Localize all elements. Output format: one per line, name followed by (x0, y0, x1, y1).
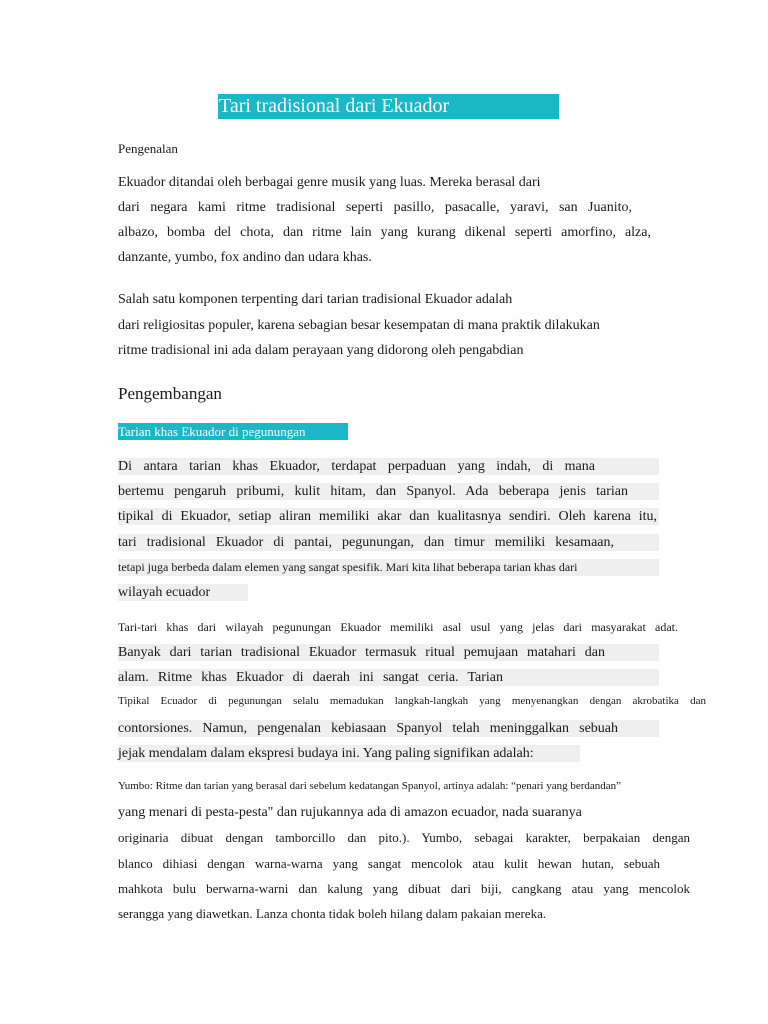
para3-line-3: tipikal di Ekuador, setiap aliran memiliki akar dan kualitasnya sendiri. Oleh karena itu, (118, 509, 657, 524)
para3-line-3-bg (118, 508, 659, 525)
para1-line-2: dari negara kami ritme tradisional seperti pasillo, pasacalle, yaravi, san Juanito, (118, 200, 632, 215)
para2-line-3: ritme tradisional ini ada dalam perayaan yang didorong oleh pengabdian (118, 343, 524, 358)
para1-line-3: albazo, bomba del chota, dan ritme lain yang kurang dikenal seperti amorfino, alza, (118, 225, 651, 240)
para3-line-4: tari tradisional Ekuador di pantai, pegunungan, dan timur memiliki kesamaan, (118, 535, 614, 550)
para3-line-6-bg (118, 584, 248, 601)
para3-line-2-bg (118, 483, 659, 500)
para5-intro: Yumbo: Ritme dan tarian yang berasal dari sebelum kedatangan Spanyol, artinya adalah: “penari yang berdandan” (118, 780, 622, 792)
para4-line-1-bg (118, 644, 659, 661)
para4-line-2: alam. Ritme khas Ekuador di daerah ini sangat ceria. Tarian (118, 670, 503, 685)
para3-line-5: tetapi juga berbeda dalam elemen yang sangat spesifik. Mari kita lihat beberapa tarian khas dari (118, 560, 578, 574)
document-title: Tari tradisional dari Ekuador (218, 94, 559, 119)
para2-line-1: Salah satu komponen terpenting dari tarian tradisional Ekuador adalah (118, 292, 513, 307)
section-heading: Pengembangan (118, 384, 222, 403)
subsection-label: Tarian khas Ekuador di pegunungan (118, 423, 348, 440)
para5-line-3: blanco dihiasi dengan warna-warna yang sangat mencolok atau kulit hewan hutan, sebuah (118, 856, 660, 871)
para4-line-3: Tipikal Ecuador di pegunungan selalu memadukan langkah-langkah yang menyenangkan dengan akrobatika dan (118, 695, 706, 707)
para2-line-2: dari religiositas populer, karena sebagian besar kesempatan di mana praktik dilakukan (118, 318, 600, 333)
para1-line-4: danzante, yumbo, fox andino dan udara khas. (118, 250, 372, 265)
para4-intro: Tari-tari khas dari wilayah pegunungan Ekuador memiliki asal usul yang jelas dari masyarakat adat. (118, 620, 678, 634)
para3-line-4-bg (118, 534, 659, 551)
para5-line-1: yang menari di pesta-pesta" dan rujukannya ada di amazon ecuador, nada suaranya (118, 805, 582, 820)
para1-line-1: Ekuador ditandai oleh berbagai genre musik yang luas. Mereka berasal dari (118, 175, 541, 190)
intro-heading: Pengenalan (118, 141, 178, 156)
para5-line-5: serangga yang diawetkan. Lanza chonta tidak boleh hilang dalam pakaian mereka. (118, 906, 547, 921)
para5-line-2: originaria dibuat dengan tamborcillo dan pito.). Yumbo, sebagai karakter, berpakaian dengan (118, 830, 690, 845)
para4-line-2-bg (118, 669, 659, 686)
para3-line-1: Di antara tarian khas Ekuador, terdapat perpaduan yang indah, di mana (118, 459, 595, 474)
para4-line-1: Banyak dari tarian tradisional Ekuador termasuk ritual pemujaan matahari dan (118, 645, 605, 660)
para3-line-1-bg (118, 458, 659, 475)
para3-line-6: wilayah ecuador (118, 585, 211, 600)
para3-line-2: bertemu pengaruh pribumi, kulit hitam, dan Spanyol. Ada beberapa jenis tarian (118, 484, 628, 499)
para4-line-4: contorsiones. Namun, pengenalan kebiasaan Spanyol telah meninggalkan sebuah (118, 721, 618, 736)
para4-line-5-bg (118, 745, 580, 762)
para5-line-4: mahkota bulu berwarna-warni dan kalung yang dibuat dari biji, cangkang atau yang mencolok (118, 881, 690, 896)
para4-line-5: jejak mendalam dalam ekspresi budaya ini. Yang paling signifikan adalah: (118, 746, 534, 761)
para3-line-5-bg (118, 559, 659, 576)
para4-line-4-bg (118, 720, 659, 737)
